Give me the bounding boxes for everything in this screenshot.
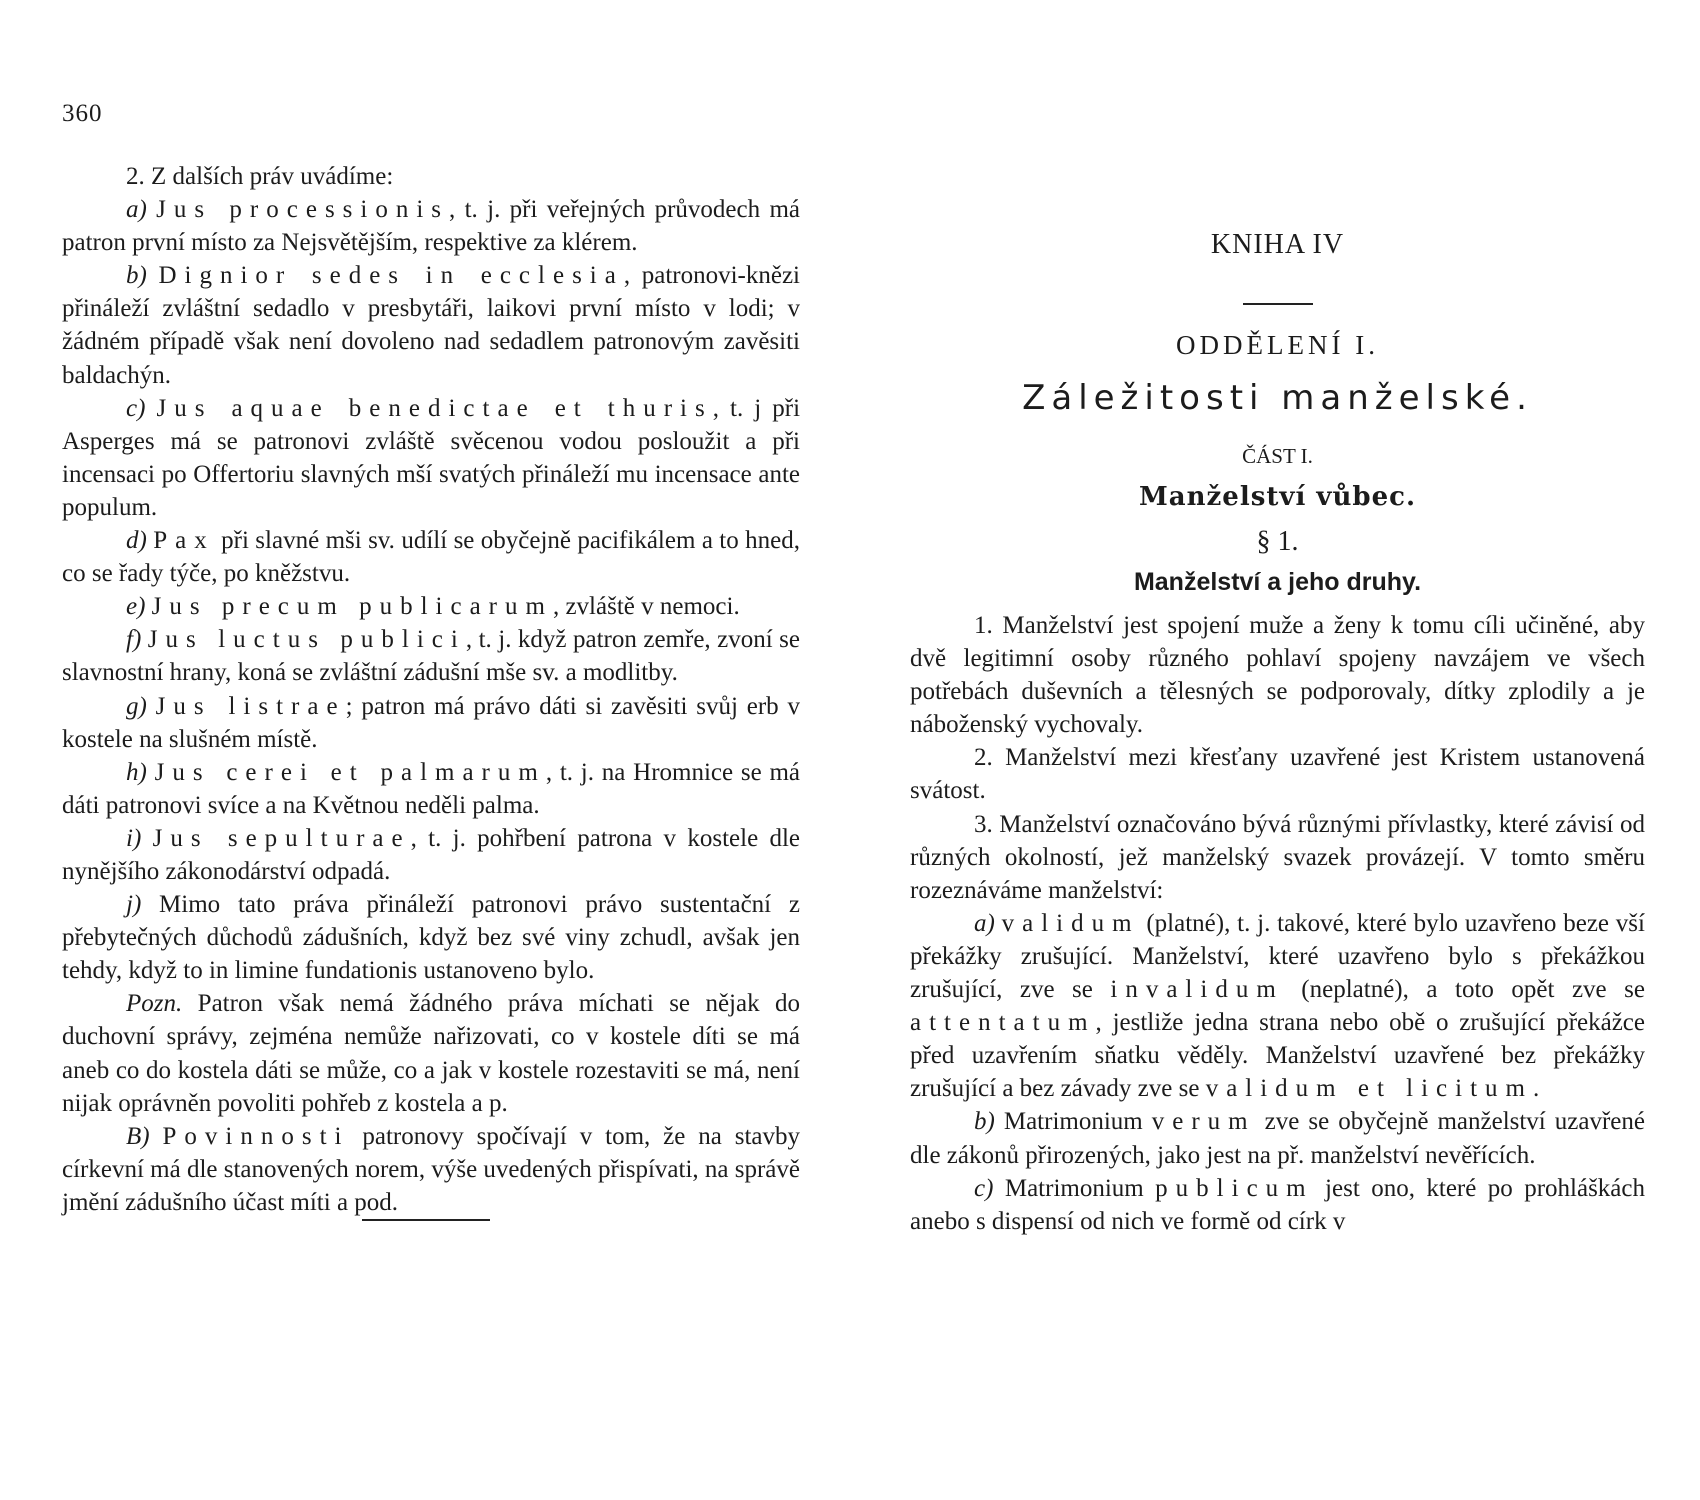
paragraph-h-text: , t. j. na Hromnice se má dáti patronovi svíce a na Květnou neděli palma. bbox=[62, 758, 800, 819]
paragraph-rb-text: zve se obyčejně manželství uzavřené dle zákonů přirozených, jako jest na př. manželství nevěřících. bbox=[910, 1108, 1645, 1169]
paragraph-r1-text: 1. Manželství jest spojení muže a ženy k tomu cíli učiněné, aby dvě legitimní osoby různého pohlaví spojeny navzájem ve všech potřebách duševních a tělesných se podporovaly, dítky zplodily a je náboženský vychovaly. bbox=[910, 612, 1645, 739]
paragraph-pozn-text: Patron však nemá žádného práva míchati se nějak do duchovní správy, zejména nemůže nařizovati, co v kostele díti se má aneb co do kostela dáti se může, co a jak v kostele rozestaviti se má, není nijak oprávněn povoliti pohřeb z kostela a p. bbox=[62, 990, 800, 1117]
page-number: 360 bbox=[62, 100, 103, 127]
paragraph-d-text: při slavné mši sv. udílí se obyčejně pacifikálem a to hned, co se řady týče, po kněžstvu. bbox=[62, 527, 800, 588]
paragraph-i-text bbox=[141, 825, 152, 852]
paragraph-r3 bbox=[910, 808, 1645, 907]
paragraph-ra-text: validum bbox=[1001, 909, 1140, 937]
paragraph-r1 bbox=[910, 609, 1645, 741]
paragraph-intro bbox=[62, 160, 800, 193]
paragraph-e bbox=[62, 590, 800, 623]
paragraph-g-text: Jus listrae bbox=[155, 692, 346, 720]
paragraph-r2-text: 2. Manželství mezi křesťany uzavřené jest Kristem ustanovená svátost. bbox=[910, 744, 1645, 805]
paragraph-h-text bbox=[147, 759, 155, 786]
title-divider bbox=[1243, 303, 1313, 305]
right-column bbox=[910, 225, 1645, 1238]
paragraph-i-text: Jus sepulturae bbox=[152, 824, 411, 852]
paragraph-ra-text: a) bbox=[974, 909, 995, 937]
paragraph-B-text bbox=[150, 1123, 163, 1150]
paragraph-rb bbox=[910, 1105, 1645, 1171]
paragraph-f bbox=[62, 623, 800, 689]
paragraph-b bbox=[62, 259, 800, 391]
paragraph-e-text: Jus precum publicarum bbox=[151, 593, 553, 621]
paragraph-b-text bbox=[147, 262, 159, 289]
paragraph-d bbox=[62, 524, 800, 590]
section-title: Záležitosti manželské. bbox=[1022, 378, 1533, 418]
paragraph-rc bbox=[910, 1172, 1645, 1238]
paragraph-b-text: , patronovi-knězi přináleží zvláštní sedadlo v presbytáři, laikovi první místo v lodi; v žádném případě však není dovoleno nad sedadlem patronovým zavěsiti baldachýn. bbox=[62, 262, 801, 389]
paragraph-h bbox=[62, 756, 800, 822]
paragraph-rb-text: Matrimonium bbox=[994, 1108, 1152, 1136]
paragraph-i bbox=[62, 822, 800, 888]
paragraph-ra-text: invalidum bbox=[1110, 976, 1284, 1004]
paragraph-h-text: h) bbox=[126, 758, 147, 786]
left-column bbox=[62, 160, 800, 1221]
paragraph-g-text bbox=[147, 693, 156, 720]
paragraph-e-text: e) bbox=[126, 593, 146, 621]
paragraph-a-text: a) bbox=[126, 196, 147, 224]
paragraph-ra-text: . bbox=[1533, 1075, 1540, 1103]
paragraph-b-text: b) bbox=[126, 262, 147, 290]
paragraph-a bbox=[62, 193, 800, 259]
paragraph-a-text: , t. j. při veřejných průvodech má patron první místo za Nejsvětějším, respektive za klérem. bbox=[62, 196, 800, 257]
paragraph-g-text: g) bbox=[126, 692, 147, 720]
paragraph-c-text: c) bbox=[126, 394, 146, 422]
paragraph-h-text: Jus cerei et palmarum bbox=[154, 758, 546, 786]
paragraph-title: Manželství a jeho druhy. bbox=[1133, 568, 1422, 596]
paragraph-g bbox=[62, 690, 800, 756]
paragraph-d-text: d) bbox=[126, 527, 147, 555]
paragraph-a-text bbox=[147, 196, 156, 223]
paragraph-rc-text: Matrimonium bbox=[993, 1174, 1156, 1202]
end-rule bbox=[362, 1219, 490, 1221]
paragraph-ra-text: validum et licitum bbox=[1205, 1075, 1533, 1103]
paragraph-B-text: B) bbox=[126, 1122, 150, 1150]
paragraph-rc-text: jest ono, které po prohláškách anebo s dispensí od nich ve formě od círk v bbox=[910, 1174, 1645, 1235]
part-label: ČÁST I. bbox=[1242, 444, 1313, 468]
paragraph-ra-text: attentatum bbox=[910, 1009, 1096, 1037]
right-paragraphs bbox=[910, 609, 1645, 1238]
paragraph-rb-text: verum bbox=[1151, 1108, 1256, 1136]
paragraph-ra-text bbox=[995, 910, 1002, 937]
paragraph-ra-text: (platné), t. j. takové, které bylo uzavřeno beze vší překážky zrušující. Manželství, které uzavřeno bylo s překážkou zrušující, zve se bbox=[910, 909, 1645, 1004]
paragraph-B bbox=[62, 1120, 800, 1219]
paragraph-B-text: patronovy spočívají v tom, že na stavby církevní má dle stanovených norem, výše uvedených přispívati, na správě jmění zádušního účast míti a pod. bbox=[62, 1122, 801, 1216]
paragraph-j bbox=[62, 888, 800, 987]
paragraph-ra-text: (neplatné), a toto opět zve se bbox=[1283, 976, 1645, 1004]
paragraph-rc-text: publicum bbox=[1155, 1174, 1314, 1202]
paragraph-c-text: , t. j při Asperges má se patronovi zvláště svěcenou vodou posloužit a při incensaci po Offertoriu slavných mší svatých přináleží mu incensace ante populum. bbox=[62, 394, 801, 521]
paragraph-sign: § 1. bbox=[1256, 526, 1299, 557]
paragraph-ra-text: , jestliže jedna strana nebo obě o zrušující překážce před uzavřením sňatku věděly. Manželství uzavřené bez překážky zrušující a bez závady zve se bbox=[910, 1009, 1645, 1103]
paragraph-i-text: , t. j. pohřbení patrona v kostele dle nynějšího zákonodárství odpadá. bbox=[62, 824, 801, 885]
paragraph-ra bbox=[910, 907, 1645, 1106]
paragraph-c bbox=[62, 392, 800, 524]
paragraph-e-text: , zvláště v nemoci. bbox=[552, 593, 740, 621]
paragraph-rb-text: b) bbox=[974, 1108, 995, 1136]
book-title: KNIHA IV bbox=[1210, 229, 1345, 260]
paragraph-r2 bbox=[910, 741, 1645, 807]
paragraph-c-text bbox=[145, 395, 156, 422]
part-title: Manželství vůbec. bbox=[1138, 482, 1416, 512]
paragraph-B-text: Povinnosti bbox=[162, 1122, 350, 1150]
paragraph-i-text: i) bbox=[126, 824, 142, 852]
paragraph-d-text: Pax bbox=[153, 527, 215, 555]
paragraph-g-text: ; patron má právo dáti si zavěsiti svůj erb v kostele na slušném místě. bbox=[62, 692, 801, 753]
paragraph-f-text: f) bbox=[126, 626, 142, 654]
paragraph-pozn bbox=[62, 987, 800, 1119]
department-title: ODDĚLENÍ I. bbox=[1176, 330, 1379, 360]
paragraph-j-text: Mimo tato práva přináleží patronovi právo sustentační z přebytečných důchodů zádušních, když bez své viny zchudl, avšak jen tehdy, když to in limine fundationis ustanoveno bylo. bbox=[62, 891, 800, 985]
paragraph-c-text: Jus aquae benedictae et thuris bbox=[156, 394, 713, 422]
paragraph-f-text: Jus luctus publici bbox=[147, 626, 466, 654]
left-paragraphs bbox=[62, 160, 800, 1219]
paragraph-a-text: Jus processionis bbox=[156, 196, 450, 224]
paragraph-j-text: j) bbox=[126, 891, 142, 919]
paragraph-pozn-text: Pozn. bbox=[126, 990, 183, 1018]
paragraph-rc-text: c) bbox=[974, 1174, 994, 1202]
paragraph-f-text: , t. j. když patron zemře, zvoní se slavnostní hrany, koná se zvláštní zádušní mše sv. a modlitby. bbox=[62, 626, 800, 687]
paragraph-intro-text: 2. Z dalších práv uvádíme: bbox=[126, 163, 394, 190]
paragraph-b-text: Dignior sedes in ecclesia bbox=[158, 262, 624, 290]
paragraph-r3-text: 3. Manželství označováno bývá různými přívlastky, které závisí od různých okolností, jež manželský svazek provázejí. V tomto směru rozeznáváme manželství: bbox=[910, 810, 1645, 904]
